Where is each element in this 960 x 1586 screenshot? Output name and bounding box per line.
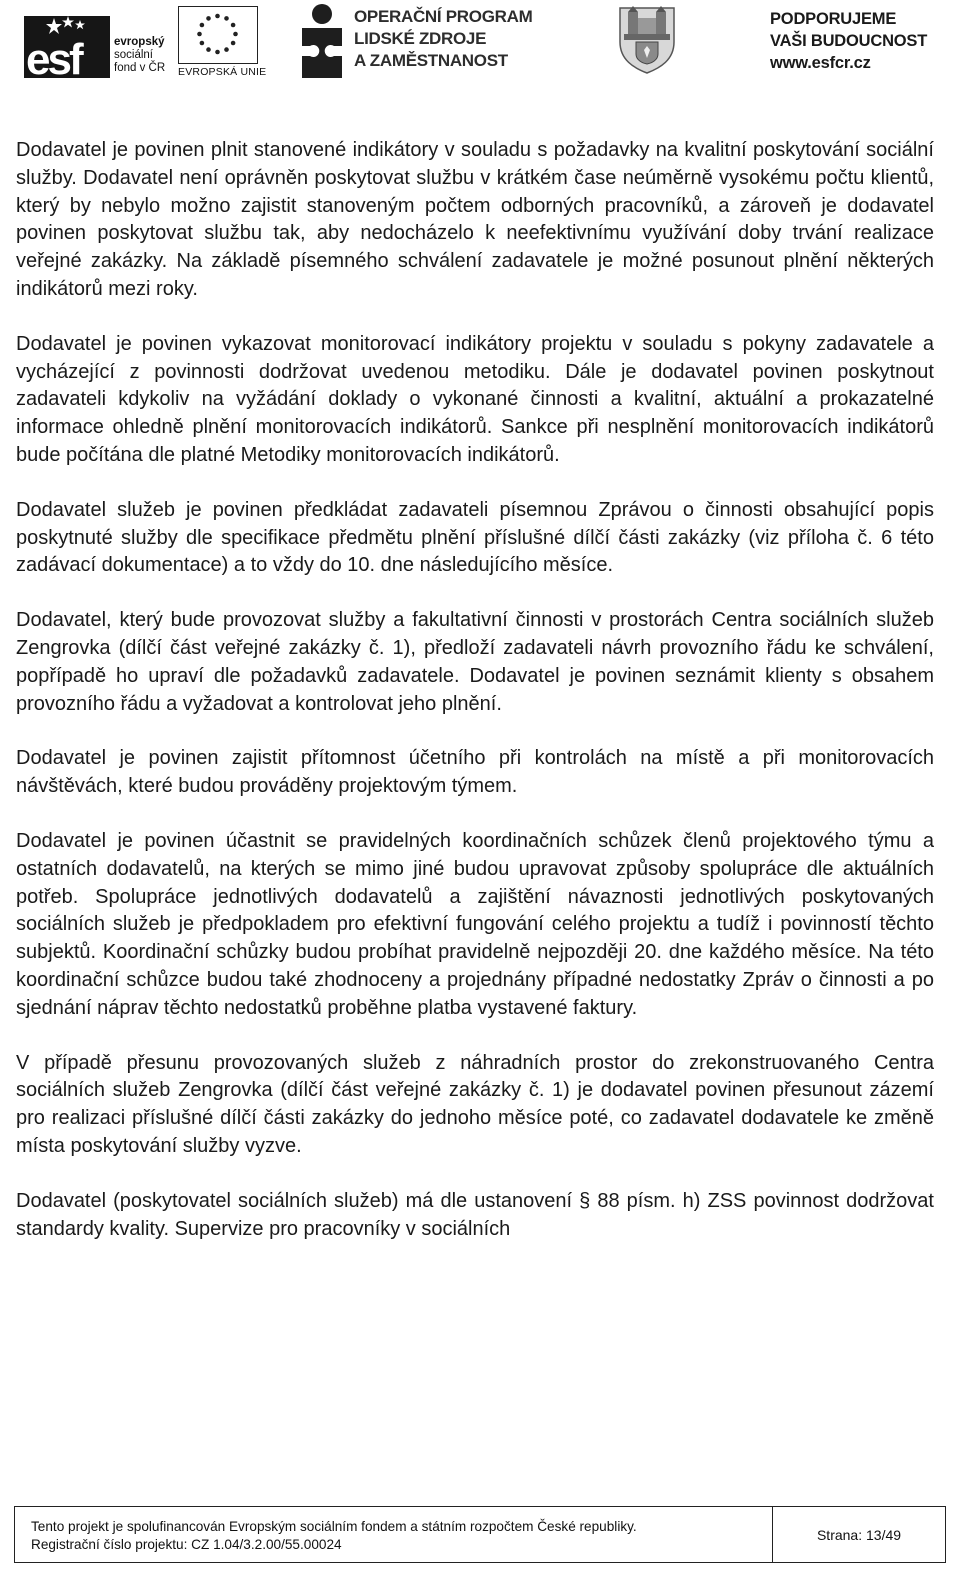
- op-line: A ZAMĚSTNANOST: [354, 51, 508, 70]
- svg-text:esf: esf: [26, 35, 81, 78]
- esf-wordmark: [114, 36, 165, 75]
- support-slogan: [770, 8, 927, 74]
- eu-logo: [178, 6, 267, 78]
- op-line: LIDSKÉ ZDROJE: [354, 29, 487, 48]
- esf-logo: [24, 6, 174, 78]
- page-number: Strana: 13/49: [816, 1526, 902, 1543]
- op-line: OPERAČNÍ PROGRAM: [354, 7, 533, 26]
- footer-registration-number: Registrační číslo projektu: CZ 1.04/3.2.00/55.00024: [31, 1537, 342, 1552]
- page-footer: [14, 1506, 946, 1563]
- esf-word: evropský: [114, 36, 165, 48]
- support-url: www.esfcr.cz: [770, 54, 871, 72]
- op-lzz-logo: [296, 0, 556, 80]
- support-line: VAŠI BUDOUCNOST: [770, 32, 928, 50]
- op-title: [354, 6, 532, 72]
- puzzle-figure-icon: [296, 2, 348, 78]
- document-body: [16, 137, 934, 1270]
- paragraph: V případě přesunu provozovaných služeb z náhradních prostor do zrekonstruovaného Centra sociálních služeb Zengrovka (dílčí část veřejné zakázky č. 1) je dodavatel povinen přesunout zázemí pro realizaci příslušné dílčí části zakázky do jednoho měsíce poté, co zadavatel dodavatele ke změně místa poskytování služby vyzve.: [16, 1051, 934, 1157]
- paragraph: Dodavatel je povinen zajistit přítomnost účetního při kontrolách na místě a při monitorovacích návštěvách, které budou prováděny projektovým týmem.: [16, 747, 934, 798]
- eu-caption: EVROPSKÁ UNIE: [178, 66, 267, 78]
- paragraph: Dodavatel (poskytovatel sociálních služeb) má dle ustanovení § 88 písm. h) ZSS povinnost dodržovat standardy kvality. Supervize pro pracovníky v sociálních: [16, 1189, 934, 1240]
- esf-mark-icon: [24, 12, 110, 78]
- paragraph: Dodavatel služeb je povinen předkládat zadavateli písemnou Zprávou o činnosti obsahující popis poskytnuté služby dle specifikace předmětu plnění příslušné dílčí části zakázky (viz příloha č. 6 této zadávací dokumentace) a to vždy do 10. dne následujícího měsíce.: [16, 498, 934, 577]
- page-header: [0, 0, 960, 90]
- footer-project-info: [15, 1507, 773, 1562]
- footer-cofinancing-note: Tento projekt je spolufinancován Evropským sociálním fondem a státním rozpočtem České republiky.: [31, 1519, 637, 1534]
- support-line: PODPORUJEME: [770, 10, 897, 28]
- esf-word: sociální: [114, 49, 153, 61]
- paragraph: Dodavatel je povinen plnit stanovené indikátory v souladu s požadavky na kvalitní poskytování sociální služby. Dodavatel není oprávněn poskytovat službu v krátkém čase neúměrně vysokému počtu klientů, který by nebylo možno zajistit stanoveným počtem odborných pracovníků, a zároveň je dodavatel povinen poskytovat službu tak, aby nedocházelo k neefektivnímu využívání doby trvání realizace veřejné zakázky. Na základě písemného schválení zadavatele je možné posunout plnění některých indikátorů mezi roky.: [16, 139, 934, 300]
- paragraph: Dodavatel, který bude provozovat služby a fakultativní činnosti v prostorách Centra sociálních služeb Zengrovka (dílčí část veřejné zakázky č. 1), předloží zadavateli návrh provozního řádu ke schválení, popřípadě ho upraví dle požadavků zadavatele. Dodavatel je povinen seznámit klienty s obsahem provozního řádu a vyžadovat a kontrolovat jeho plnění.: [16, 609, 934, 715]
- esf-word: fond v ČR: [114, 62, 166, 74]
- paragraph: Dodavatel je povinen vykazovat monitorovací indikátory projektu v souladu s pokyny zadavatele a vycházející z povinnosti dodržovat uvedenou metodiku. Dále je dodavatel povinen poskytnout zadavateli kdykoliv na vyžádání doklady o vykonané činnosti a kvalitní, aktuální a prokazatelné informace ohledně plnění monitorovacích indikátorů. Sankce při nesplnění monitorovacích indikátorů bude počítána dle platné Metodiky monitorovacích indikátorů.: [16, 332, 934, 466]
- eu-flag: [178, 6, 258, 64]
- paragraph: Dodavatel je povinen účastnit se pravidelných koordinačních schůzek členů projektového týmu a ostatních dodavatelů, na kterých se mimo jiné budou upravovat způsoby spolupráce dle aktuálních potřeb. Spolupráce jednotlivých dodavatelů a zajištění návaznosti jednotlivých poskytovaných sociálních služeb je předpokladem pro efektivní fungování celého projektu a tudíž i povinností těchto subjektů. Koordinační schůzky budou probíhat pravidelně nejpozději 20. dne každého měsíce. Na této koordinační schůzce budou také zhodnoceny a projednány případné nedostatky Zpráv o činnosti a po sjednání náprav těchto nedostatků proběhne platba vystavené faktury.: [16, 829, 934, 1019]
- eu-stars-icon: [179, 7, 256, 62]
- city-crest-icon: [614, 2, 680, 74]
